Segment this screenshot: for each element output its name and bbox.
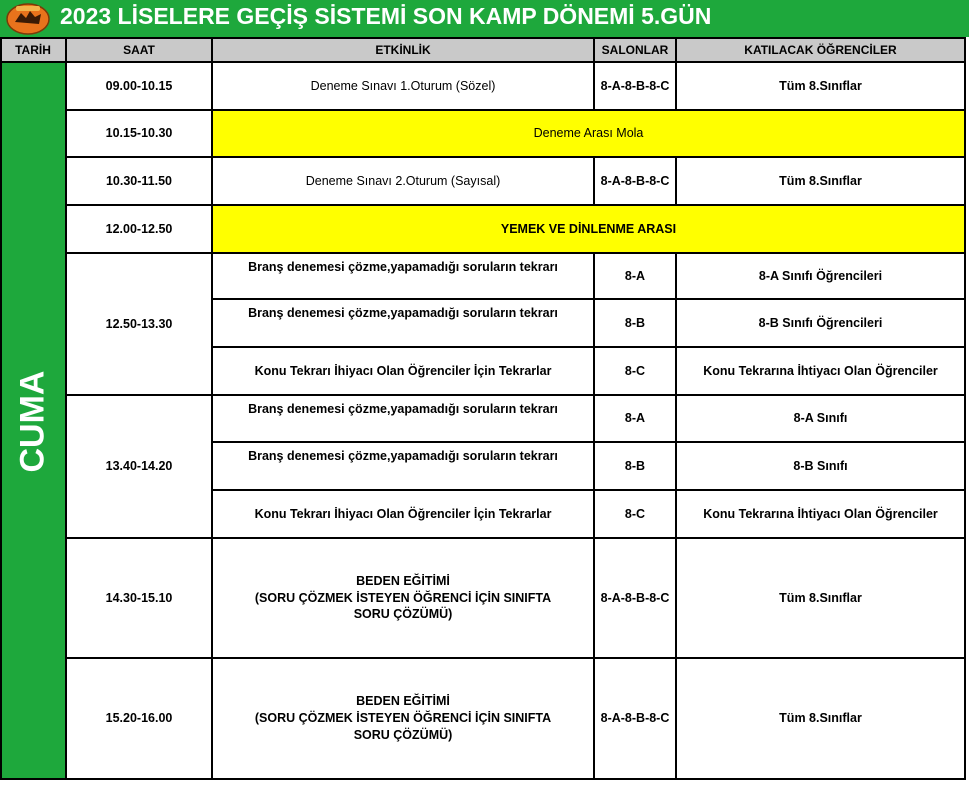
group1a-salon: 8-A xyxy=(594,253,676,299)
row1-salon: 8-A-8-B-8-C xyxy=(594,63,676,110)
row6-etkinlik xyxy=(212,658,594,779)
header-tarih: TARİH xyxy=(0,39,66,62)
row5-etkinlik xyxy=(212,538,594,658)
group1b-etkinlik: Branş denemesi çözme,yapamadığı soruların tekrarı xyxy=(212,299,594,347)
row5-etkinlik-line2: (SORU ÇÖZMEK İSTEYEN ÖĞRENCİ İÇİN SINIFTA SORU ÇÖZÜMÜ) xyxy=(254,590,552,622)
day-text: CUMA xyxy=(13,370,52,472)
row4-yemek: YEMEK VE DİNLENME ARASI xyxy=(212,205,965,253)
row6-etkinlik-line1: BEDEN EĞİTİMİ xyxy=(356,694,450,709)
group1b-ogrenci: 8-B Sınıfı Öğrencileri xyxy=(676,299,965,347)
group1c-etkinlik: Konu Tekrarı İhiyacı Olan Öğrenciler İçin Tekrarlar xyxy=(212,347,594,395)
group1c-salon: 8-C xyxy=(594,347,676,395)
row3-salon: 8-A-8-B-8-C xyxy=(594,157,676,205)
row5-saat: 14.30-15.10 xyxy=(66,538,212,658)
row1-ogrenci: Tüm 8.Sınıflar xyxy=(676,63,965,110)
group1a-etkinlik: Branş denemesi çözme,yapamadığı soruların tekrarı xyxy=(212,253,594,299)
group1-saat: 12.50-13.30 xyxy=(66,253,212,395)
header-etkinlik: ETKİNLİK xyxy=(212,39,594,62)
row6-ogrenci: Tüm 8.Sınıflar xyxy=(676,658,965,779)
row3-saat: 10.30-11.50 xyxy=(66,157,212,205)
group2a-salon: 8-A xyxy=(594,395,676,442)
day-label xyxy=(0,63,66,779)
group2-saat: 13.40-14.20 xyxy=(66,395,212,538)
row6-salon: 8-A-8-B-8-C xyxy=(594,658,676,779)
row3-ogrenci: Tüm 8.Sınıflar xyxy=(676,157,965,205)
group2c-ogrenci: Konu Tekrarına İhtiyacı Olan Öğrenciler xyxy=(676,490,965,538)
row1-saat: 09.00-10.15 xyxy=(66,63,212,110)
header-salonlar: SALONLAR xyxy=(594,39,676,62)
header-saat: SAAT xyxy=(66,39,212,62)
group2b-ogrenci: 8-B Sınıfı xyxy=(676,442,965,490)
title-bar xyxy=(0,0,969,37)
school-emblem-icon xyxy=(5,2,51,35)
group2b-salon: 8-B xyxy=(594,442,676,490)
row2-mola: Deneme Arası Mola xyxy=(212,110,965,157)
header-katilacak: KATILACAK ÖĞRENCİLER xyxy=(676,39,965,62)
row5-salon: 8-A-8-B-8-C xyxy=(594,538,676,658)
row4-saat: 12.00-12.50 xyxy=(66,205,212,253)
row1-etkinlik: Deneme Sınavı 1.Oturum (Sözel) xyxy=(212,63,594,110)
group2c-etkinlik: Konu Tekrarı İhiyacı Olan Öğrenciler İçin Tekrarlar xyxy=(212,490,594,538)
row5-etkinlik-line1: BEDEN EĞİTİMİ xyxy=(356,573,450,588)
row6-etkinlik-line2: (SORU ÇÖZMEK İSTEYEN ÖĞRENCİ İÇİN SINIFTA SORU ÇÖZÜMÜ) xyxy=(254,711,552,742)
group2a-ogrenci: 8-A Sınıfı xyxy=(676,395,965,442)
row2-saat: 10.15-10.30 xyxy=(66,110,212,157)
page-title: 2023 LİSELERE GEÇİŞ SİSTEMİ SON KAMP DÖNEMİ 5.GÜN xyxy=(60,3,712,29)
group1b-salon: 8-B xyxy=(594,299,676,347)
group1a-ogrenci: 8-A Sınıfı Öğrencileri xyxy=(676,253,965,299)
group1c-ogrenci: Konu Tekrarına İhtiyacı Olan Öğrenciler xyxy=(676,347,965,395)
row5-ogrenci: Tüm 8.Sınıflar xyxy=(676,538,965,658)
group2c-salon: 8-C xyxy=(594,490,676,538)
row6-saat: 15.20-16.00 xyxy=(66,658,212,779)
row3-etkinlik: Deneme Sınavı 2.Oturum (Sayısal) xyxy=(212,157,594,205)
group2b-etkinlik: Branş denemesi çözme,yapamadığı soruların tekrarı xyxy=(212,442,594,490)
group2a-etkinlik: Branş denemesi çözme,yapamadığı soruların tekrarı xyxy=(212,395,594,442)
